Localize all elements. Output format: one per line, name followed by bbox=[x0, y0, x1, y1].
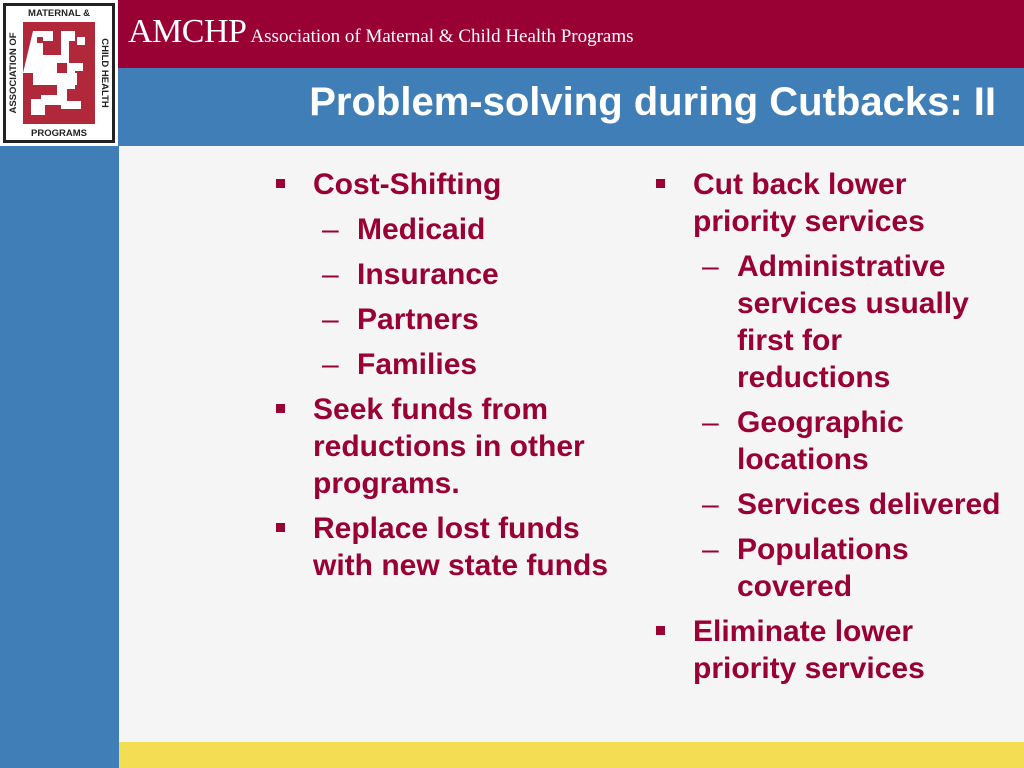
sub-bullet-item bbox=[656, 248, 1001, 396]
bullet-item bbox=[276, 166, 616, 383]
footer-band bbox=[119, 742, 1024, 768]
logo-text-left: ASSOCIATION OF bbox=[8, 32, 19, 114]
left-accent-bar bbox=[0, 146, 119, 768]
sub-bullet-text: Geographic locations bbox=[737, 406, 904, 476]
organization-header bbox=[128, 13, 634, 51]
dash-bullet-icon: – bbox=[702, 533, 719, 566]
dash-bullet-icon: – bbox=[322, 213, 339, 246]
bullet-item bbox=[276, 391, 616, 502]
bullet-text: Seek funds from reductions in other programs. bbox=[313, 393, 585, 500]
sub-bullet-item bbox=[276, 256, 616, 293]
dash-bullet-icon: – bbox=[702, 488, 719, 521]
logo-text-right: CHILD HEALTH bbox=[99, 38, 110, 108]
sub-bullet-text: Partners bbox=[357, 303, 479, 336]
amchp-logo bbox=[0, 0, 118, 146]
left-bullet-column bbox=[276, 166, 616, 592]
sub-bullet-text: Medicaid bbox=[357, 213, 486, 246]
square-bullet-icon bbox=[656, 179, 665, 188]
sub-bullet-item bbox=[276, 211, 616, 248]
bullet-text: Replace lost funds with new state funds bbox=[313, 512, 609, 582]
bullet-item bbox=[656, 166, 1001, 605]
org-full-name: Association of Maternal & Child Health Programs bbox=[250, 26, 634, 47]
bullet-text: Eliminate lower priority services bbox=[693, 615, 925, 685]
sub-bullet-item bbox=[656, 404, 1001, 478]
square-bullet-icon bbox=[656, 626, 665, 635]
sub-bullet-text: Services delivered bbox=[737, 488, 1001, 521]
dash-bullet-icon: – bbox=[322, 303, 339, 336]
dash-bullet-icon: – bbox=[322, 348, 339, 381]
square-bullet-icon bbox=[276, 179, 285, 188]
right-bullet-column bbox=[656, 166, 1001, 695]
bullet-text: Cost-Shifting bbox=[313, 168, 502, 201]
sub-bullet-list bbox=[313, 211, 616, 383]
sub-bullet-text: Administrative services usually first for reductions bbox=[737, 250, 969, 394]
square-bullet-icon bbox=[276, 523, 285, 532]
logo-text-top: MATERNAL & bbox=[28, 8, 90, 19]
bullet-item bbox=[656, 613, 1001, 687]
logo-mark bbox=[23, 22, 95, 124]
org-acronym: AMCHP bbox=[128, 13, 247, 50]
sub-bullet-text: Families bbox=[357, 348, 478, 381]
logo-graphic bbox=[3, 3, 115, 143]
sub-bullet-text: Insurance bbox=[357, 258, 499, 291]
bullet-item bbox=[276, 510, 616, 584]
sub-bullet-item bbox=[656, 531, 1001, 605]
sub-bullet-list bbox=[693, 248, 1001, 605]
dash-bullet-icon: – bbox=[702, 250, 719, 283]
dash-bullet-icon: – bbox=[702, 406, 719, 439]
bullet-text: Cut back lower priority services bbox=[693, 168, 925, 238]
slide-title: Problem-solving during Cutbacks: II bbox=[309, 80, 996, 124]
sub-bullet-text: Populations covered bbox=[737, 533, 909, 603]
logo-text-bottom: PROGRAMS bbox=[31, 128, 87, 139]
sub-bullet-item bbox=[656, 486, 1001, 523]
sub-bullet-item bbox=[276, 301, 616, 338]
sub-bullet-item bbox=[276, 346, 616, 383]
dash-bullet-icon: – bbox=[322, 258, 339, 291]
square-bullet-icon bbox=[276, 404, 285, 413]
